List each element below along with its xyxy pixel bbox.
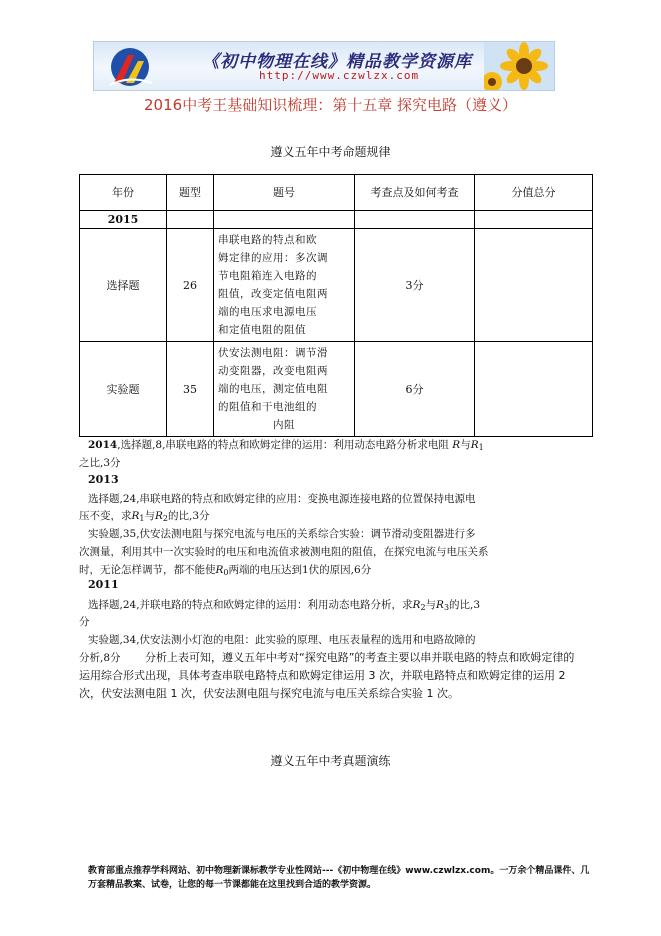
table-heading: 遵义五年中考命题规律 xyxy=(270,145,391,159)
entry-2011-b: 实验题,34,伏安法测小灯泡的电阻：此实验的原理、电压表量程的选用和电路故障的 xyxy=(88,634,476,646)
year-2011: 2011 xyxy=(88,578,119,591)
sunflower-icon xyxy=(484,42,554,90)
entry-2014-cont: 之比,3分 xyxy=(79,457,121,469)
entry-2013-b-cont2: 时，无论怎样调节，都不能使$R_0$两端的电压达到1伏的原因,6分 xyxy=(79,564,372,577)
page-footer: 教育部重点推荐学科网站、初中物理新课标教学专业性网站---《初中物理在线》www.czwlzx.com。一万余个精品课件、几万套精品教案、试卷，让您的每一节课都能在这里找到合适的教学资源。 xyxy=(88,866,590,890)
practice-heading: 遵义五年中考真题演练 xyxy=(270,754,391,768)
site-logo-icon xyxy=(104,45,156,89)
entry-2013-a: 选择题,24,串联电路的特点和欧姆定律的应用：变换电源连接电路的位置保持电源电 xyxy=(88,493,476,505)
table-row xyxy=(80,342,593,437)
header-year: 年份 xyxy=(80,175,167,211)
entry-2011-a: 选择题,24,并联电路的特点和欧姆定律的运用：利用动态电路分析，求$R_2$与$R_3$的比,3 xyxy=(88,599,481,612)
table-row xyxy=(80,229,593,342)
question-description: 串联电路的特点和欧 姆定律的应用：多次调 节电阻箱连入电路的 阻值，改变定值电阻两 端的电压求电源电压 和定值电阻的阻值 xyxy=(214,229,355,342)
exam-pattern-table xyxy=(79,174,593,437)
header-focus: 考查点及如何考查 xyxy=(355,175,475,211)
entry-2014: 2014,选择题,8,串联电路的特点和欧姆定律的运用：利用动态电路分析求电阻 R与$R_1$ xyxy=(88,439,484,452)
header-number: 题号 xyxy=(214,175,355,211)
entry-2013-b: 实验题,35,伏安法测电阻与探究电流与电压的关系综合实验：调节滑动变阻器进行多 xyxy=(88,528,476,540)
summary-paragraph: 分析上表可知，遵义五年中考对“探究电路”的考查主要以串并联电路的特点和欧姆定律的运用综合形式出现，具体考查串联电路特点和欧姆定律运用 3 次，并联电路特点和欧姆定律的运用 2 次，伏安法测电阻 1 次，伏安法测电阻与探究电流与电压关系综合实验 1 次。 xyxy=(79,651,575,700)
banner-url[interactable]: http://www.czwlzx.com xyxy=(259,69,420,82)
header-type: 题型 xyxy=(167,175,214,211)
question-type: 选择题 xyxy=(80,229,167,342)
document-title: 2016中考王基础知识梳理：第十五章 探究电路（遵义） xyxy=(144,96,517,114)
entry-2013-a-cont: 压不变，求$R_1$与$R_2$的比,3分 xyxy=(79,510,210,523)
year-2013: 2013 xyxy=(88,473,119,486)
entry-2011-a-cont: 分 xyxy=(79,616,90,628)
question-type: 实验题 xyxy=(80,342,167,437)
header-score: 分值总分 xyxy=(475,175,593,211)
entry-2013-b-cont: 次测量，利用其中一次实验时的电压和电流值求被测电阻的阻值，在探究电流与电压关系 xyxy=(79,546,489,558)
year-cell: 2015 xyxy=(80,211,167,229)
question-number: 26 xyxy=(167,229,214,342)
header-banner xyxy=(93,41,555,91)
question-score: 6分 xyxy=(355,342,475,437)
banner-title: 《初中物理在线》精品教学资源库 xyxy=(202,52,472,72)
table-header-row xyxy=(80,175,593,211)
question-description: 伏安法测电阻：调节滑 动变阻器，改变电阻两 端的电压，测定值电阻 的阻值和干电池组的 内阻 xyxy=(214,342,355,437)
question-number: 35 xyxy=(167,342,214,437)
entry-2011-b-cont: 分析,8分 xyxy=(79,652,121,664)
year-row xyxy=(80,211,593,229)
question-score: 3分 xyxy=(355,229,475,342)
